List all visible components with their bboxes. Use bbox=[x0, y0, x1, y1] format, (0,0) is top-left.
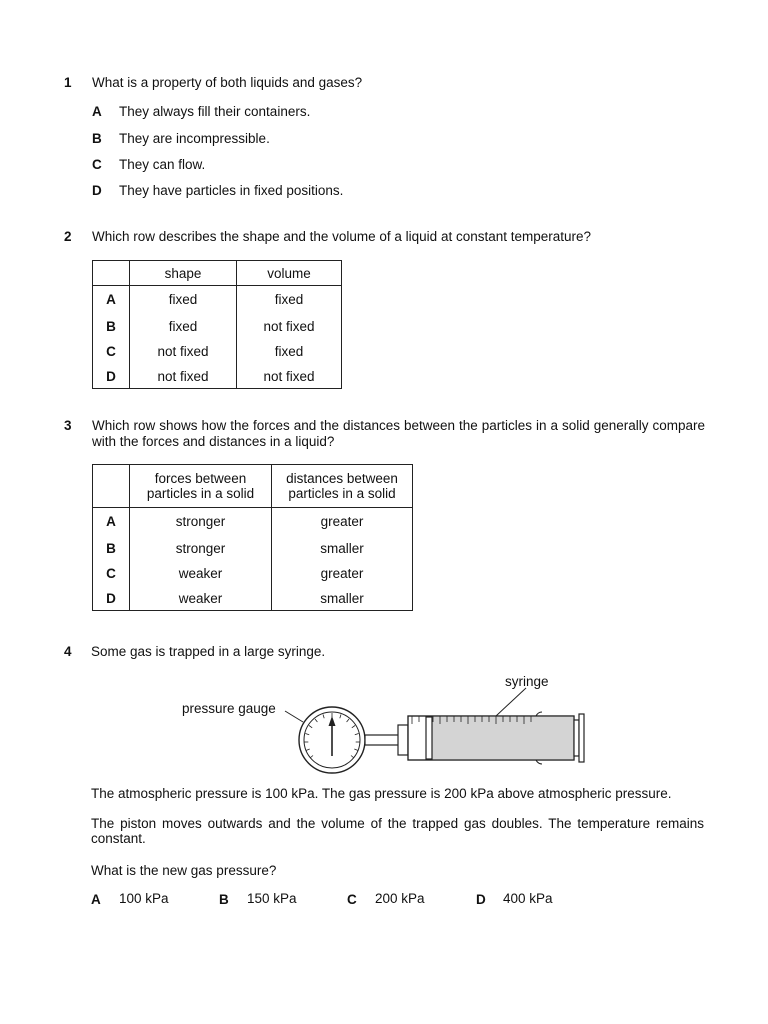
header-line: distances between bbox=[286, 471, 398, 486]
gauge-leader-line bbox=[285, 711, 303, 722]
question-number: 1 bbox=[64, 75, 72, 90]
table-cell: greater bbox=[272, 508, 413, 536]
option-letter: C bbox=[347, 892, 357, 907]
option-text: They have particles in fixed positions. bbox=[119, 183, 344, 198]
table-header: volume bbox=[237, 261, 342, 286]
pressure-gauge-label: pressure gauge bbox=[182, 701, 276, 716]
answer-table bbox=[92, 260, 342, 389]
question-text: Which row describes the shape and the volume of a liquid at constant temperature? bbox=[92, 229, 592, 244]
row-letter: D bbox=[93, 365, 130, 389]
table-cell: smaller bbox=[272, 587, 413, 611]
table-row bbox=[93, 508, 413, 536]
connecting-tube bbox=[365, 735, 399, 745]
option-text: They can flow. bbox=[119, 157, 206, 172]
table-row bbox=[93, 587, 413, 611]
header-line: particles in a solid bbox=[146, 486, 255, 501]
option-letter: B bbox=[219, 892, 229, 907]
option-letter: A bbox=[92, 104, 102, 119]
table-header bbox=[130, 465, 272, 508]
table-corner bbox=[93, 465, 130, 508]
table-corner bbox=[93, 261, 130, 286]
table-header: shape bbox=[130, 261, 237, 286]
syringe-leader-line bbox=[496, 688, 526, 716]
table-header bbox=[272, 465, 413, 508]
pressure-gauge-icon bbox=[299, 707, 365, 773]
row-letter: B bbox=[93, 536, 130, 561]
option-letter: D bbox=[476, 892, 486, 907]
table-cell: stronger bbox=[130, 508, 272, 536]
question-text: What is a property of both liquids and gases? bbox=[92, 75, 363, 90]
question-text: Which row shows how the forces and the distances between the particles in a solid generally compare with the forces and distances in a liquid? bbox=[92, 418, 705, 449]
row-letter: C bbox=[93, 339, 130, 365]
table-row bbox=[93, 314, 342, 339]
question-number: 3 bbox=[64, 418, 72, 433]
table-cell: not fixed bbox=[130, 365, 237, 389]
option-text: 100 kPa bbox=[119, 891, 169, 906]
syringe-label: syringe bbox=[505, 674, 549, 689]
row-letter: B bbox=[93, 314, 130, 339]
option-letter: A bbox=[91, 892, 101, 907]
header-line: particles in a solid bbox=[288, 486, 396, 501]
table-cell: stronger bbox=[130, 536, 272, 561]
table-row bbox=[93, 286, 342, 314]
question-number: 4 bbox=[64, 644, 72, 659]
table-cell: weaker bbox=[130, 587, 272, 611]
option-text: 200 kPa bbox=[375, 891, 425, 906]
table-row bbox=[93, 536, 413, 561]
table-cell: not fixed bbox=[130, 339, 237, 365]
option-letter: D bbox=[92, 183, 102, 198]
option-text: 400 kPa bbox=[503, 891, 553, 906]
answer-table bbox=[92, 464, 413, 611]
header-line: forces between bbox=[154, 471, 247, 486]
table-cell: weaker bbox=[130, 561, 272, 587]
table-cell: not fixed bbox=[237, 365, 342, 389]
row-letter: D bbox=[93, 587, 130, 611]
question-text: Some gas is trapped in a large syringe. bbox=[91, 644, 326, 659]
syringe-icon bbox=[398, 712, 584, 764]
row-letter: A bbox=[93, 286, 130, 314]
option-text: 150 kPa bbox=[247, 891, 297, 906]
option-letter: C bbox=[92, 157, 102, 172]
question-number: 2 bbox=[64, 229, 72, 244]
table-row bbox=[93, 561, 413, 587]
table-cell: greater bbox=[272, 561, 413, 587]
table-cell: fixed bbox=[130, 286, 237, 314]
row-letter: C bbox=[93, 561, 130, 587]
table-cell: smaller bbox=[272, 536, 413, 561]
table-cell: fixed bbox=[130, 314, 237, 339]
table-row bbox=[93, 339, 342, 365]
table-cell: fixed bbox=[237, 339, 342, 365]
syringe-diagram bbox=[270, 680, 600, 780]
option-letter: B bbox=[92, 131, 102, 146]
option-text: They are incompressible. bbox=[119, 131, 270, 146]
table-cell: not fixed bbox=[237, 314, 342, 339]
table-row bbox=[93, 365, 342, 389]
row-letter: A bbox=[93, 508, 130, 536]
table-cell: fixed bbox=[237, 286, 342, 314]
info-paragraph: The piston moves outwards and the volume of the trapped gas doubles. The temperature remains constant. bbox=[91, 816, 704, 846]
info-paragraph: The atmospheric pressure is 100 kPa. The gas pressure is 200 kPa above atmospheric pressure. bbox=[91, 786, 672, 801]
option-text: They always fill their containers. bbox=[119, 104, 311, 119]
question-prompt: What is the new gas pressure? bbox=[91, 863, 277, 878]
